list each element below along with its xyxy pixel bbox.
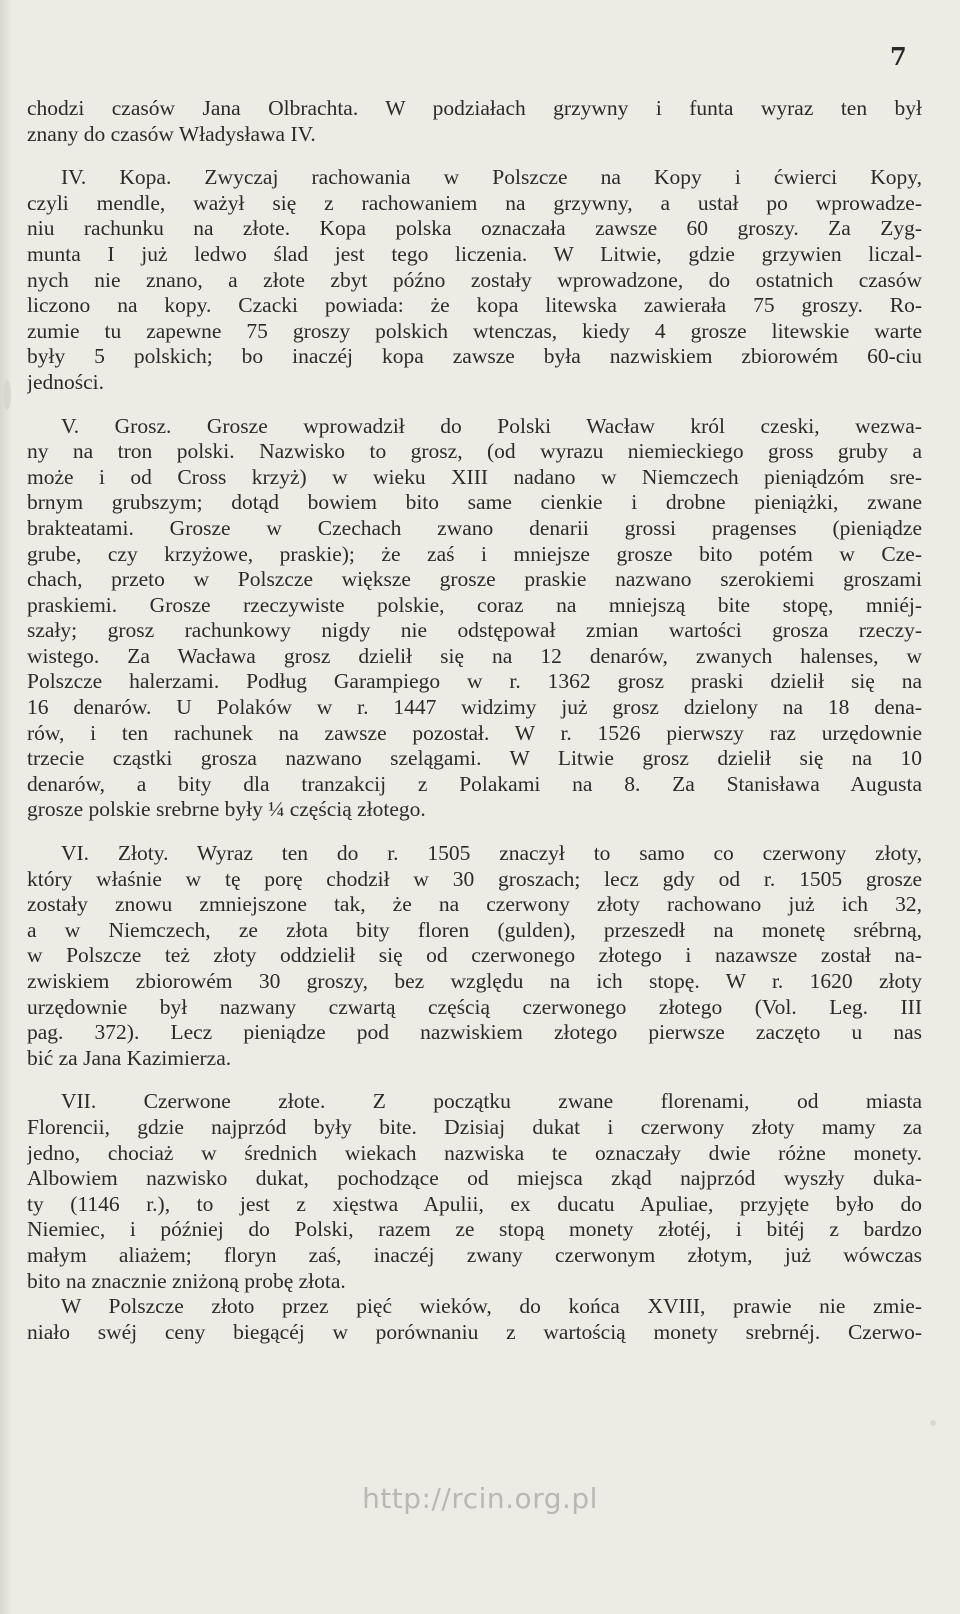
text-line: pag. 372). Lecz pieniądze pod nazwiskiem złotego pierwsze zaczęto u nas	[27, 1020, 922, 1045]
page-edge-shadow	[0, 0, 12, 1614]
text-line: W Polszcze złoto przez pięć wieków, do końca XVIII, prawie nie zmie-	[61, 1294, 922, 1319]
footer-watermark-url: http://rcin.org.pl	[362, 1482, 598, 1515]
text-line: jedności.	[27, 369, 105, 394]
text-line: grube, czy krzyżowe, praskie); że zaś i mniejsze grosze bito potém w Cze-	[27, 541, 922, 566]
text-line: były 5 polskich; bo inaczéj kopa zawsze była nazwiskiem zbiorowém 60-ciu	[27, 344, 922, 369]
text-line: a w Niemczech, ze złota bity floren (gulden), przeszedł na monetę srébrną,	[27, 917, 922, 942]
paper-stain	[3, 380, 11, 410]
page-number: 7	[890, 42, 907, 71]
text-line: chach, przeto w Polszcze większe grosze praskie nazwano szerokiemi groszami	[27, 567, 922, 592]
body-text	[27, 96, 922, 1345]
text-line: ty (1146 r.), to jest z xięstwa Apulii, ex ducatu Apuliae, przyjęte było do	[27, 1191, 922, 1216]
text-line: zwiskiem zbiorowém 30 groszy, bez względu na ich stopę. W r. 1620 złoty	[27, 969, 922, 993]
text-line: niu rachunku na złote. Kopa polska oznaczała zawsze 60 groszy. Za Zyg-	[27, 216, 922, 241]
text-line: znany do czasów Władysława IV.	[27, 121, 316, 146]
text-line: czyli mendle, ważył się z rachowaniem na grzywny, a ustał po wprowadze-	[27, 190, 922, 215]
text-line: brakteatami. Grosze w Czechach zwano denarii grossi pragenses (pieniądze	[27, 515, 922, 540]
text-line: Albowiem nazwisko dukat, pochodzące od miejsca zkąd najprzód wyszły duka-	[27, 1166, 922, 1191]
text-line: niało swéj ceny biegącéj w porównaniu z wartością monety srebrnéj. Czerwo-	[27, 1319, 922, 1344]
paper-stain	[930, 1420, 936, 1426]
text-line: brnym grubszym; dotąd bowiem bito same cienkie i drobne pieniążki, zwane	[27, 490, 922, 515]
text-line: IV. Kopa. Zwyczaj rachowania w Polszcze na Kopy i ćwierci Kopy,	[61, 165, 922, 190]
text-line: małym aliażem; floryn zaś, inaczéj zwany czerwonym złotym, już wówczas	[27, 1242, 922, 1267]
text-line: Florencii, gdzie najprzód były bite. Dzisiaj dukat i czerwony złoty mamy za	[27, 1114, 922, 1139]
text-line: denarów, a bity dla tranzakcij z Polakami na 8. Za Stanisława Augusta	[27, 771, 922, 796]
text-line: urzędownie był nazwany czwartą częścią czerwonego złotego (Vol. Leg. III	[27, 994, 922, 1019]
text-line: 16 denarów. U Polaków w r. 1447 widzimy już grosz dzielony na 18 dena-	[27, 695, 922, 720]
text-line: w Polszcze też złoty oddzielił się od czerwonego złotego i nazawsze został na-	[27, 943, 922, 968]
text-line: Polszcze halerzami. Podług Garampiego w r. 1362 grosz praski dzielił się na	[27, 669, 922, 694]
text-line: nych nie znano, a złote zbyt późno zostały wprowadzone, do ostatnich czasów	[27, 267, 922, 292]
text-line: wistego. Za Wacława grosz dzielił się na 12 denarów, zwanych halenses, w	[27, 643, 922, 668]
text-line: bito na znacznie zniżoną probę złota.	[27, 1268, 346, 1293]
text-line: szały; grosz rachunkowy nigdy nie odstępował zmian wartości grosza rzeczy-	[27, 618, 922, 643]
paragraph-gap	[27, 396, 922, 414]
text-line: może i od Cross krzyż) w wieku XIII nadano w Niemczech pieniądzóm sre-	[27, 464, 922, 489]
text-line: który właśnie w tę porę chodził w 30 groszach; lecz gdy od r. 1505 grosze	[27, 866, 922, 891]
text-line: V. Grosz. Grosze wprowadził do Polski Wacław król czeski, wezwa-	[61, 413, 922, 438]
text-line: zumie tu zapewne 75 groszy polskich wtenczas, kiedy 4 grosze litewskie warte	[27, 318, 922, 343]
text-line: ny na tron polski. Nazwisko to grosz, (od wyrazu niemieckiego gross gruby a	[27, 439, 922, 464]
paragraph-gap	[27, 147, 922, 165]
text-line: praskiemi. Grosze rzeczywiste polskie, coraz na mniejszą bite stopę, mniéj-	[27, 592, 922, 617]
text-line: trzecie cząstki grosza nazwano szelągami. W Litwie grosz dzielił się na 10	[27, 746, 922, 771]
text-line: grosze polskie srebrne były ¼ częścią złotego.	[27, 797, 426, 822]
text-line: zostały znowu zmniejszone tak, że na czerwony złoty rachowano już ich 32,	[27, 892, 922, 917]
text-line: jedno, chociaż w średnich wiekach nazwiska te oznaczały dwie różne monety.	[27, 1140, 922, 1165]
text-line: Niemiec, i później do Polski, razem ze stopą monety złotéj, i bitéj z bardzo	[27, 1217, 922, 1242]
text-line: VII. Czerwone złote. Z początku zwane florenami, od miasta	[61, 1089, 922, 1114]
text-line: liczono na kopy. Czacki powiada: że kopa litewska zawierała 75 groszy. Ro-	[27, 293, 922, 318]
text-line: rów, i ten rachunek na zawsze pozostał. W r. 1526 pierwszy raz urzędownie	[27, 720, 922, 745]
text-line: VI. Złoty. Wyraz ten do r. 1505 znaczył to samo co czerwony złoty,	[61, 841, 922, 866]
text-line: bić za Jana Kazimierza.	[27, 1045, 232, 1070]
text-line: munta I już ledwo ślad jest tego liczenia. W Litwie, gdzie grzywien liczal-	[27, 241, 922, 266]
paragraph-gap	[27, 1071, 922, 1089]
text-line: chodzi czasów Jana Olbrachta. W podziałach grzywny i funta wyraz ten był	[27, 96, 922, 120]
paragraph-gap	[27, 823, 922, 841]
